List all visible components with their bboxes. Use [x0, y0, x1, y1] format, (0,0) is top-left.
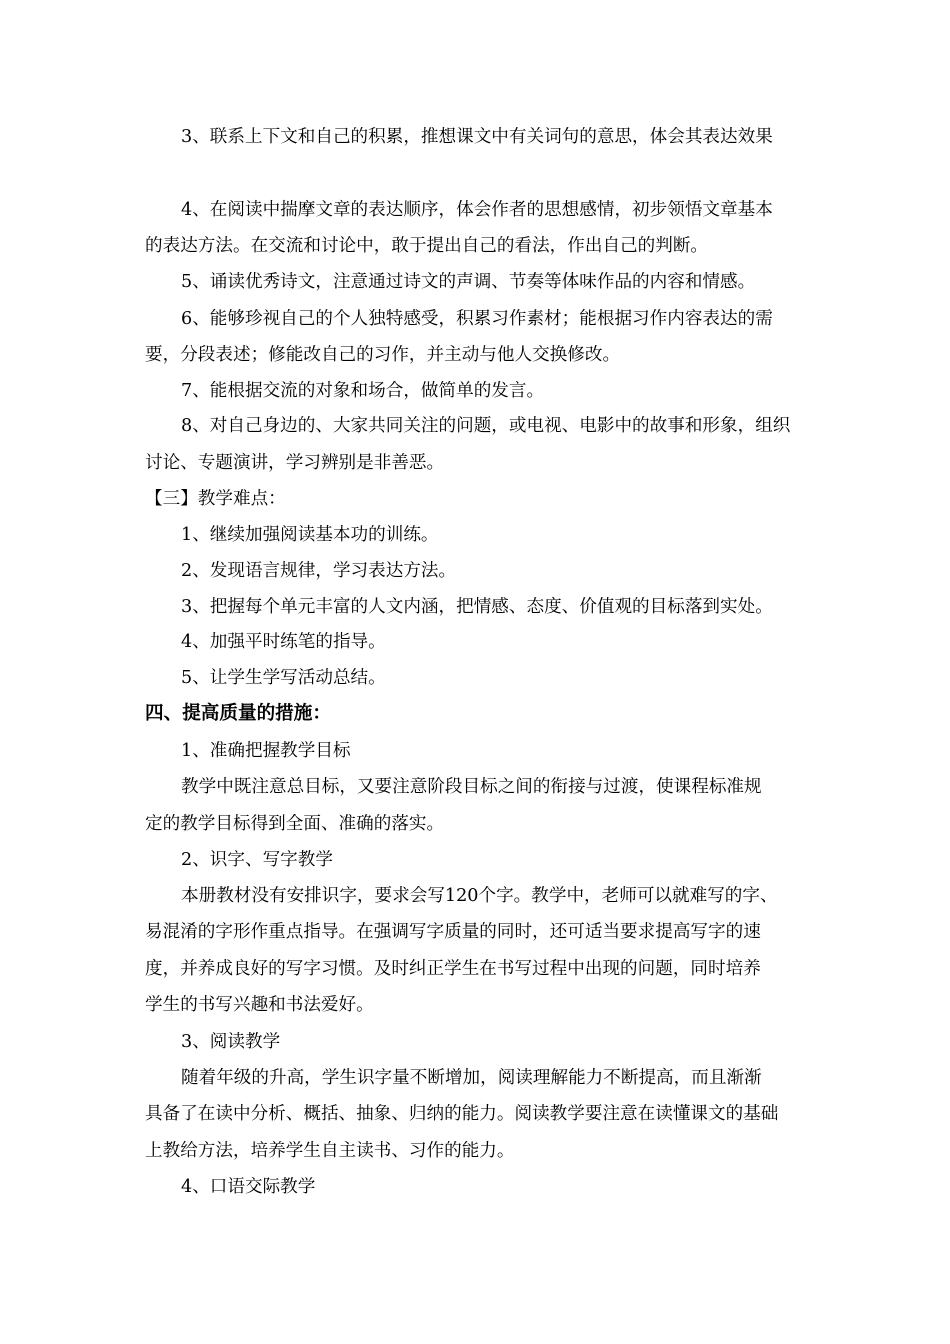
paragraph-line: 本册教材没有安排识字，要求会写120个字。教学中，老师可以就难写的字、 [181, 886, 778, 906]
paragraph-line: 定的教学目标得到全面、准确的落实。 [145, 814, 445, 834]
paragraph-line: 要，分段表述；修能改自己的习作，并主动与他人交换修改。 [145, 345, 621, 365]
section-label: 【三】教学难点： [145, 489, 286, 509]
subheading: 1、准确把握教学目标 [181, 741, 351, 761]
paragraph-line: 7、能根据交流的对象和场合，做简单的发言。 [181, 381, 545, 401]
paragraph-line: 上教给方法，培养学生自主读书、习作的能力。 [145, 1141, 515, 1161]
subheading: 4、口语交际教学 [181, 1177, 316, 1197]
paragraph-line: 3、联系上下文和自己的积累，推想课文中有关词句的意思，体会其表达效果 [181, 127, 773, 147]
paragraph-line: 度，并养成良好的写字习惯。及时纠正学生在书写过程中出现的问题，同时培养 [145, 959, 761, 979]
paragraph-line: 4、在阅读中揣摩文章的表达顺序，体会作者的思想感情，初步领悟文章基本 [181, 200, 773, 220]
paragraph-line: 的表达方法。在交流和讨论中，敢于提出自己的看法，作出自己的判断。 [145, 236, 709, 256]
paragraph-line: 8、对自己身边的、大家共同关注的问题，或电视、电影中的故事和形象，组织 [181, 416, 791, 436]
paragraph-line: 学生的书写兴趣和书法爱好。 [145, 995, 374, 1015]
paragraph-line: 5、诵读优秀诗文，注意通过诗文的声调、节奏等体味作品的内容和情感。 [181, 272, 756, 292]
list-item: 4、加强平时练笔的指导。 [181, 632, 386, 652]
section-heading: 四、提高质量的措施： [145, 703, 331, 724]
paragraph-line: 随着年级的升高，学生识字量不断增加，阅读理解能力不断提高，而且渐渐 [181, 1068, 762, 1088]
list-item: 3、把握每个单元丰富的人文内涵，把情感、态度、价值观的目标落到实处。 [181, 597, 773, 617]
list-item: 1、继续加强阅读基本功的训练。 [181, 525, 439, 545]
paragraph-line: 教学中既注意总目标，又要注意阶段目标之间的衔接与过渡，使课程标准规 [181, 777, 762, 797]
list-item: 5、让学生学写活动总结。 [181, 668, 386, 688]
subheading: 2、识字、写字教学 [181, 850, 333, 870]
paragraph-line: 讨论、专题演讲，学习辨别是非善恶。 [145, 453, 445, 473]
paragraph-line: 易混淆的字形作重点指导。在强调写字质量的同时，还可适当要求提高写字的速 [145, 922, 761, 942]
paragraph-line: 具备了在读中分析、概括、抽象、归纳的能力。阅读教学要注意在读懂课文的基础 [145, 1104, 779, 1124]
subheading: 3、阅读教学 [181, 1032, 281, 1052]
paragraph-line: 6、能够珍视自己的个人独特感受，积累习作素材；能根据习作内容表达的需 [181, 309, 773, 329]
list-item: 2、发现语言规律，学习表达方法。 [181, 561, 457, 581]
